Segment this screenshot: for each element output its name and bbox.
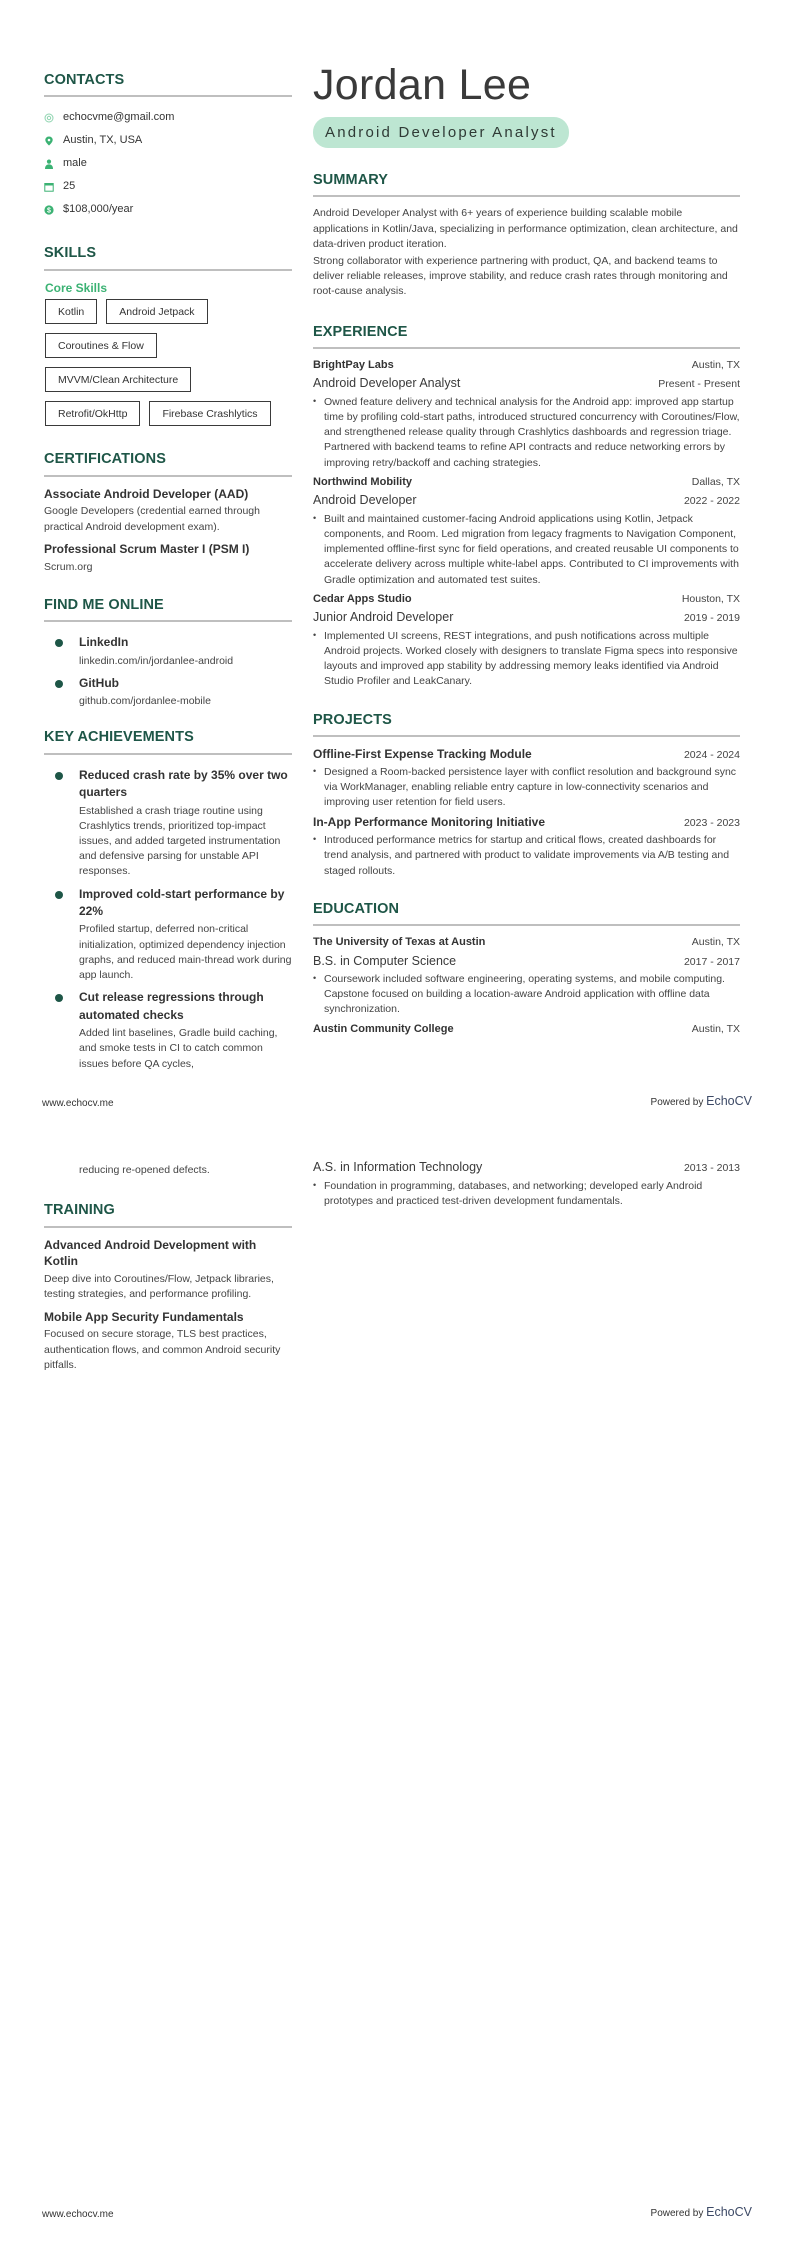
find-me-online-section bbox=[44, 595, 292, 710]
training-section bbox=[44, 1200, 292, 1373]
online-links bbox=[44, 634, 292, 709]
company-location: Dallas, TX bbox=[691, 475, 740, 488]
job-title: Junior Android Developer bbox=[313, 610, 454, 625]
education-dates: 2013 - 2013 bbox=[683, 1162, 740, 1174]
cert-name: Associate Android Developer (AAD) bbox=[44, 486, 249, 501]
education-section bbox=[313, 899, 740, 1037]
summary-paragraph: Strong collaborator with experience partnering with product, QA, and backend teams to deliver reliable releases, improve stability, and reduce crash rates through monitoring and root-cause analysis. bbox=[313, 254, 728, 298]
contact-email[interactable] bbox=[44, 106, 292, 129]
section-title-contacts: CONTACTS bbox=[44, 70, 292, 97]
contact-age bbox=[44, 175, 292, 198]
key-achievements-section bbox=[44, 727, 292, 1071]
achievement-desc: Established a crash triage routine using Crashlytics trends, prioritized top-impact issues, and added targeted instrumentation and defensive parsing for unstable API responses. bbox=[79, 804, 281, 878]
training-name: Advanced Android Development with Kotlin bbox=[44, 1237, 257, 1269]
company-location: Houston, TX bbox=[681, 592, 740, 605]
right-column-continued bbox=[313, 1157, 740, 1213]
projects-section bbox=[313, 710, 740, 879]
certifications-section bbox=[44, 449, 292, 575]
at-icon bbox=[44, 113, 54, 123]
footer-site-link[interactable]: www.echocv.me bbox=[42, 1098, 114, 1109]
achievement-desc: Added lint baselines, Gradle build caching, and smoke tests in CI to catch common issues before QA cycles, bbox=[79, 1027, 278, 1070]
skills-subtitle: Core Skills bbox=[45, 280, 108, 295]
left-column-continued bbox=[44, 1161, 292, 1379]
footer-powered-by[interactable] bbox=[651, 1093, 752, 1111]
section-title-training: TRAINING bbox=[44, 1200, 292, 1227]
achievement-title: Reduced crash rate by 35% over two quarters bbox=[79, 767, 288, 800]
school-location: Austin, TX bbox=[691, 1022, 740, 1035]
resume-page-2 bbox=[0, 1123, 794, 2246]
education-bullet: • Foundation in programming, databases, and networking; developed early Android prototypes and practiced test-driven development fundamentals. bbox=[313, 1179, 740, 1209]
job-title: Android Developer bbox=[313, 493, 417, 508]
footer-site-link[interactable]: www.echocv.me bbox=[42, 2209, 114, 2220]
project-dates: 2024 - 2024 bbox=[683, 748, 740, 761]
contact-location bbox=[44, 129, 292, 152]
achievement-desc-continued: reducing re-opened defects. bbox=[79, 1164, 210, 1176]
online-link-name: GitHub bbox=[79, 675, 119, 690]
company-name: Cedar Apps Studio bbox=[313, 592, 412, 605]
cert-issuer: Google Developers (credential earned through practical Android development exam). bbox=[44, 505, 260, 533]
left-column bbox=[44, 70, 292, 1078]
job-dates: 2022 - 2022 bbox=[683, 495, 740, 508]
online-link-github[interactable] bbox=[44, 675, 292, 710]
school-name: The University of Texas at Austin bbox=[313, 936, 486, 949]
achievement-item bbox=[44, 767, 292, 880]
summary-section bbox=[313, 170, 740, 300]
contact-age-value: 25 bbox=[63, 180, 76, 193]
contact-salary-value: $108,000/year bbox=[63, 203, 134, 216]
section-title-skills: SKILLS bbox=[44, 243, 292, 270]
right-column bbox=[313, 61, 740, 1041]
training-desc: Deep dive into Coroutines/Flow, Jetpack libraries, testing strategies, and performance profiling. bbox=[44, 1273, 274, 1301]
project-entry bbox=[313, 814, 740, 878]
training-name: Mobile App Security Fundamentals bbox=[44, 1309, 244, 1324]
job-bullet: • Built and maintained customer-facing Android applications using Kotlin, Jetpack components, and Room. Led migration from legacy fragments to Navigation Component, implemented offline-first sync for field operations, and created reusable UI components to accelerate delivery across multiple white-label apps. Contributed to CI improvements with Gradle optimization and automated test suites. bbox=[313, 512, 740, 588]
achievement-title: Cut release regressions through automated checks bbox=[79, 990, 264, 1022]
achievement-desc: Profiled startup, deferred non-critical initialization, optimized dependency injection graphs, and reduced main-thread work during app launch. bbox=[79, 923, 292, 982]
cert-issuer: Scrum.org bbox=[44, 560, 93, 573]
project-entry bbox=[313, 746, 740, 810]
job-dates: 2019 - 2019 bbox=[683, 612, 740, 625]
skill-tag: Coroutines & Flow bbox=[45, 333, 157, 358]
experience-entry bbox=[313, 475, 740, 588]
school-name: Austin Community College bbox=[313, 1022, 454, 1035]
section-title-summary: SUMMARY bbox=[313, 170, 740, 197]
company-name: BrightPay Labs bbox=[313, 358, 394, 371]
contact-salary bbox=[44, 198, 292, 221]
skill-tag: Firebase Crashlytics bbox=[149, 401, 270, 426]
contact-location-value: Austin, TX, USA bbox=[63, 134, 143, 147]
skill-tags bbox=[44, 299, 292, 435]
brand-name: EchoCV bbox=[706, 1094, 752, 1108]
education-entry-continued bbox=[313, 1157, 740, 1209]
svg-text:$: $ bbox=[47, 207, 51, 215]
online-link-url[interactable]: github.com/jordanlee-mobile bbox=[79, 695, 211, 708]
degree: B.S. in Computer Science bbox=[313, 953, 457, 968]
contact-email-value: echocvme@gmail.com bbox=[63, 111, 175, 124]
project-bullet: • Introduced performance metrics for startup and critical flows, created dashboards for trend analysis, and partnered with product to validate improvements via A/B testing and staged rollouts. bbox=[313, 833, 740, 879]
company-name: Northwind Mobility bbox=[313, 475, 412, 488]
company-location: Austin, TX bbox=[691, 358, 740, 371]
section-title-online: FIND ME ONLINE bbox=[44, 595, 292, 622]
role-badge: Android Developer Analyst bbox=[313, 117, 569, 148]
section-title-achievements: KEY ACHIEVEMENTS bbox=[44, 727, 292, 754]
cert-name: Professional Scrum Master I (PSM I) bbox=[44, 541, 250, 556]
degree: A.S. in Information Technology bbox=[313, 1160, 483, 1174]
job-bullet: • Implemented UI screens, REST integrations, and push notifications across multiple Android projects. Worked closely with designers to translate Figma specs into responsive layouts and improved app stability by addressing memory leaks identified via Android Studio Profiler and LeakCanary. bbox=[313, 629, 740, 690]
section-title-certifications: CERTIFICATIONS bbox=[44, 449, 292, 476]
achievement-item bbox=[44, 886, 292, 984]
section-title-education: EDUCATION bbox=[313, 899, 740, 926]
achievements-list bbox=[44, 767, 292, 1072]
skill-tag: Retrofit/OkHttp bbox=[45, 401, 140, 426]
online-link-linkedin[interactable] bbox=[44, 634, 292, 669]
project-name: Offline-First Expense Tracking Module bbox=[313, 746, 532, 761]
education-entry bbox=[313, 1022, 740, 1037]
section-title-experience: EXPERIENCE bbox=[313, 322, 740, 349]
contacts-section bbox=[44, 70, 292, 221]
brand-name: EchoCV bbox=[706, 2205, 752, 2219]
person-icon bbox=[44, 159, 54, 169]
project-bullet: • Designed a Room-backed persistence layer with conflict resolution and background sync via WorkManager, enabling reliable entry capture in low-connectivity scenarios and improving user retention for field users. bbox=[313, 765, 740, 811]
skill-tag: Kotlin bbox=[45, 299, 97, 324]
training-desc: Focused on secure storage, TLS best practices, authentication flows, and common Android security pitfalls. bbox=[44, 1328, 281, 1371]
job-dates: Present - Present bbox=[658, 378, 740, 391]
experience-section bbox=[313, 322, 740, 690]
skill-tag: Android Jetpack bbox=[106, 299, 207, 324]
online-link-url[interactable]: linkedin.com/in/jordanlee-android bbox=[79, 654, 234, 667]
project-dates: 2023 - 2023 bbox=[683, 817, 740, 830]
achievement-title: Improved cold-start performance by 22% bbox=[79, 886, 285, 919]
project-name: In-App Performance Monitoring Initiative bbox=[313, 815, 546, 830]
calendar-icon bbox=[44, 182, 54, 192]
skills-section bbox=[44, 243, 292, 435]
footer-powered-by[interactable] bbox=[651, 2204, 752, 2222]
achievement-item bbox=[44, 989, 292, 1071]
summary-paragraph: Android Developer Analyst with 6+ years of experience building scalable mobile applications in Kotlin/Java, specializing in performance optimization, clean architecture, and data-driven product iteration. bbox=[313, 207, 738, 250]
skill-tag: MVVM/Clean Architecture bbox=[45, 367, 191, 392]
resume-header bbox=[313, 61, 740, 148]
candidate-name: Jordan Lee bbox=[313, 61, 532, 109]
contact-gender-value: male bbox=[63, 157, 87, 170]
section-title-projects: PROJECTS bbox=[313, 710, 740, 737]
experience-entry bbox=[313, 358, 740, 471]
experience-entry bbox=[313, 592, 740, 690]
dollar-icon bbox=[44, 205, 54, 215]
job-bullet: • Owned feature delivery and technical analysis for the Android app: improved app startup time by profiling cold-start paths, introduced structured concurrency with Coroutines/Flow, and strengthened release quality through Crashlytics dashboards and regression triage. Partnered with backend teams to refine API contracts and reduce networking errors by improving retry/backoff and caching strategies. bbox=[313, 395, 740, 471]
school-location: Austin, TX bbox=[691, 936, 740, 949]
online-link-name: LinkedIn bbox=[79, 635, 129, 650]
powered-by-label: Powered by bbox=[650, 2208, 704, 2219]
contact-gender bbox=[44, 152, 292, 175]
education-bullet: • Coursework included software engineering, operating systems, and mobile computing. Capstone focused on building a location-aware Android application with offline data synchronization. bbox=[313, 972, 740, 1018]
education-entry bbox=[313, 935, 740, 1018]
powered-by-label: Powered by bbox=[650, 1097, 704, 1108]
education-dates: 2017 - 2017 bbox=[683, 955, 740, 968]
job-title: Android Developer Analyst bbox=[313, 376, 461, 391]
location-pin-icon bbox=[44, 136, 54, 146]
